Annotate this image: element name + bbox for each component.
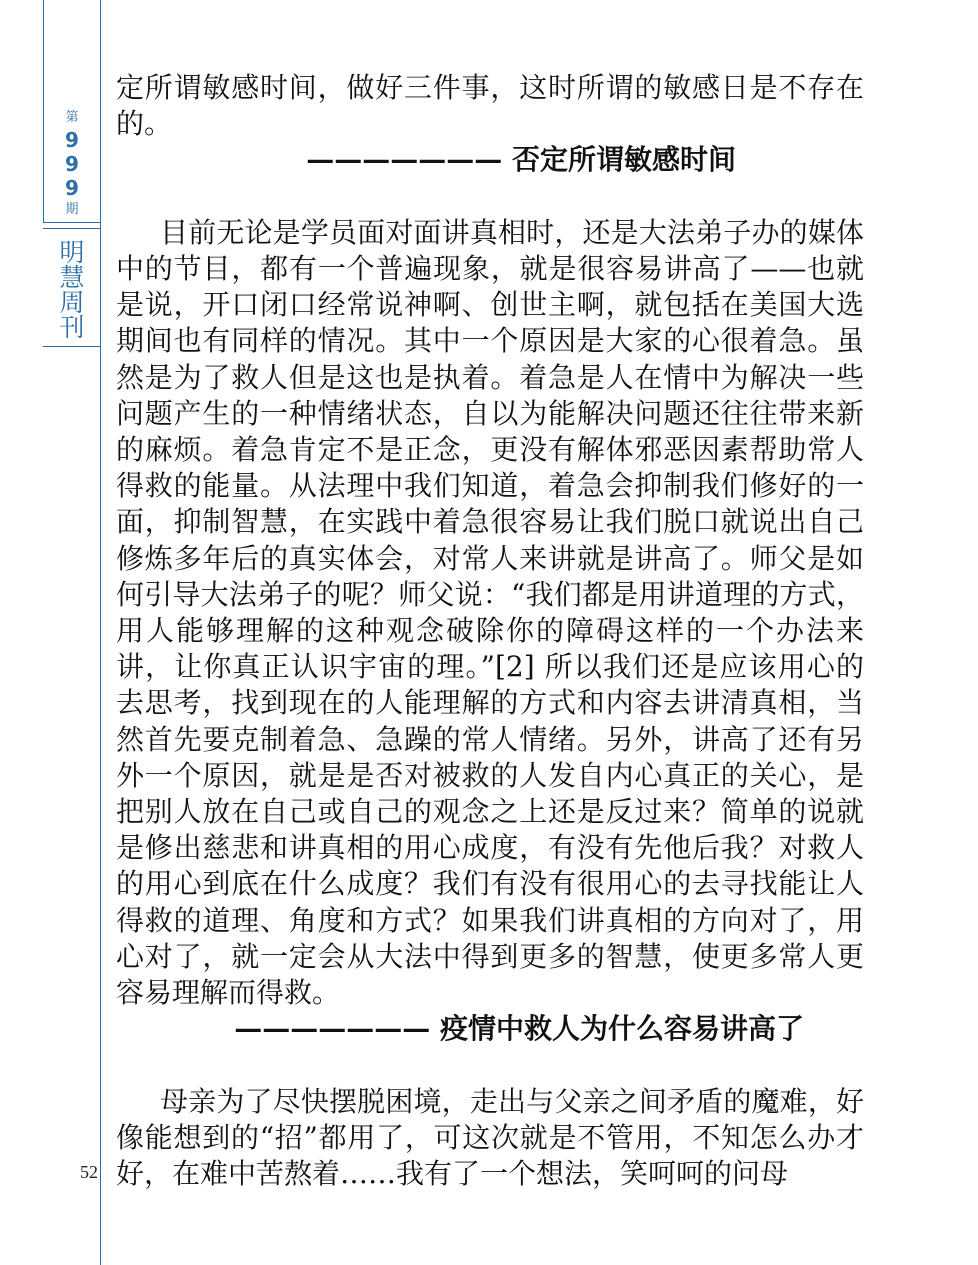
issue-digit: 9 xyxy=(65,176,79,200)
margin-vertical-line xyxy=(100,0,101,1265)
paragraph: 目前无论是学员面对面讲真相时，还是大法弟子办的媒体中的节目，都有一个普遍现象，就是很容易讲高了——也就是说，开口闭口经常说神啊、创世主啊，就包括在美国大选期间也有同样的情况。其中一个原因是大家的心很着急。虽然是为了救人但是这也是执着。着急是人在情中为解决一些问题产生的一种情绪状态，自以为能解决问题还往往带来新的麻烦。着急肯定不是正念，更没有解体邪恶因素帮助常人得救的能量。从法理中我们知道，着急会抑制我们修好的一面，抑制智慧，在实践中着急很容易让我们脱口就说出自己修炼多年后的真实体会，对常人来讲就是讲高了。师父是如何引导大法弟子的呢？师父说：“我们都是用讲道理的方式，用人能够理解的这种观念破除你的障碍这样的一个办法来讲，让你真正认识宇宙的理。”[2] 所以我们还是应该用心的去思考，找到现在的人能理解的方式和内容去讲清真相，当然首先要克制着急、急躁的常人情绪。另外，讲高了还有另外一个原因，就是是否对被救的人发自内心真正的关心，是把别人放在自己或自己的观念之上还是反过来？简单的说就是修出慈悲和讲真相的用心成度，有没有先他后我？对救人的用心到底在什么成度？我们有没有很用心的去寻找能让人得救的道理、角度和方式？如果我们讲真相的方向对了，用心对了，就一定会从大法中得到更多的智慧，使更多常人更容易理解而得救。 xyxy=(116,215,864,1010)
issue-prefix: 第 xyxy=(65,110,79,125)
spacer xyxy=(116,179,864,215)
article-body xyxy=(116,70,864,1192)
section-title: ——————— 否定所谓敏感时间 xyxy=(306,143,736,177)
issue-suffix: 期 xyxy=(65,202,79,217)
issue-number xyxy=(44,108,100,220)
publication-name xyxy=(44,240,100,340)
sidebar-divider xyxy=(43,346,101,347)
issue-digit: 9 xyxy=(65,152,79,176)
paragraph: 定所谓敏感时间，做好三件事，这时所谓的敏感日是不存在的。 xyxy=(116,71,864,141)
paragraph: 母亲为了尽快摆脱困境，走出与父亲之间矛盾的魔难，好像能想到的“招”都用了，可这次就是不管用，不知怎么办才好，在难中苦熬着……我有了一个想法，笑呵呵的问母 xyxy=(116,1084,864,1191)
brand-char: 刊 xyxy=(59,313,85,342)
section-title: ——————— 疫情中救人为什么容易讲高了 xyxy=(234,1012,804,1046)
sidebar-divider xyxy=(43,228,101,229)
brand-char: 明 xyxy=(59,238,85,267)
issue-digit: 9 xyxy=(65,128,79,152)
page-number: 52 xyxy=(80,1162,98,1182)
brand-char: 周 xyxy=(59,288,85,317)
spacer xyxy=(116,1047,864,1083)
brand-char: 慧 xyxy=(59,263,85,292)
sidebar-divider xyxy=(43,222,101,223)
